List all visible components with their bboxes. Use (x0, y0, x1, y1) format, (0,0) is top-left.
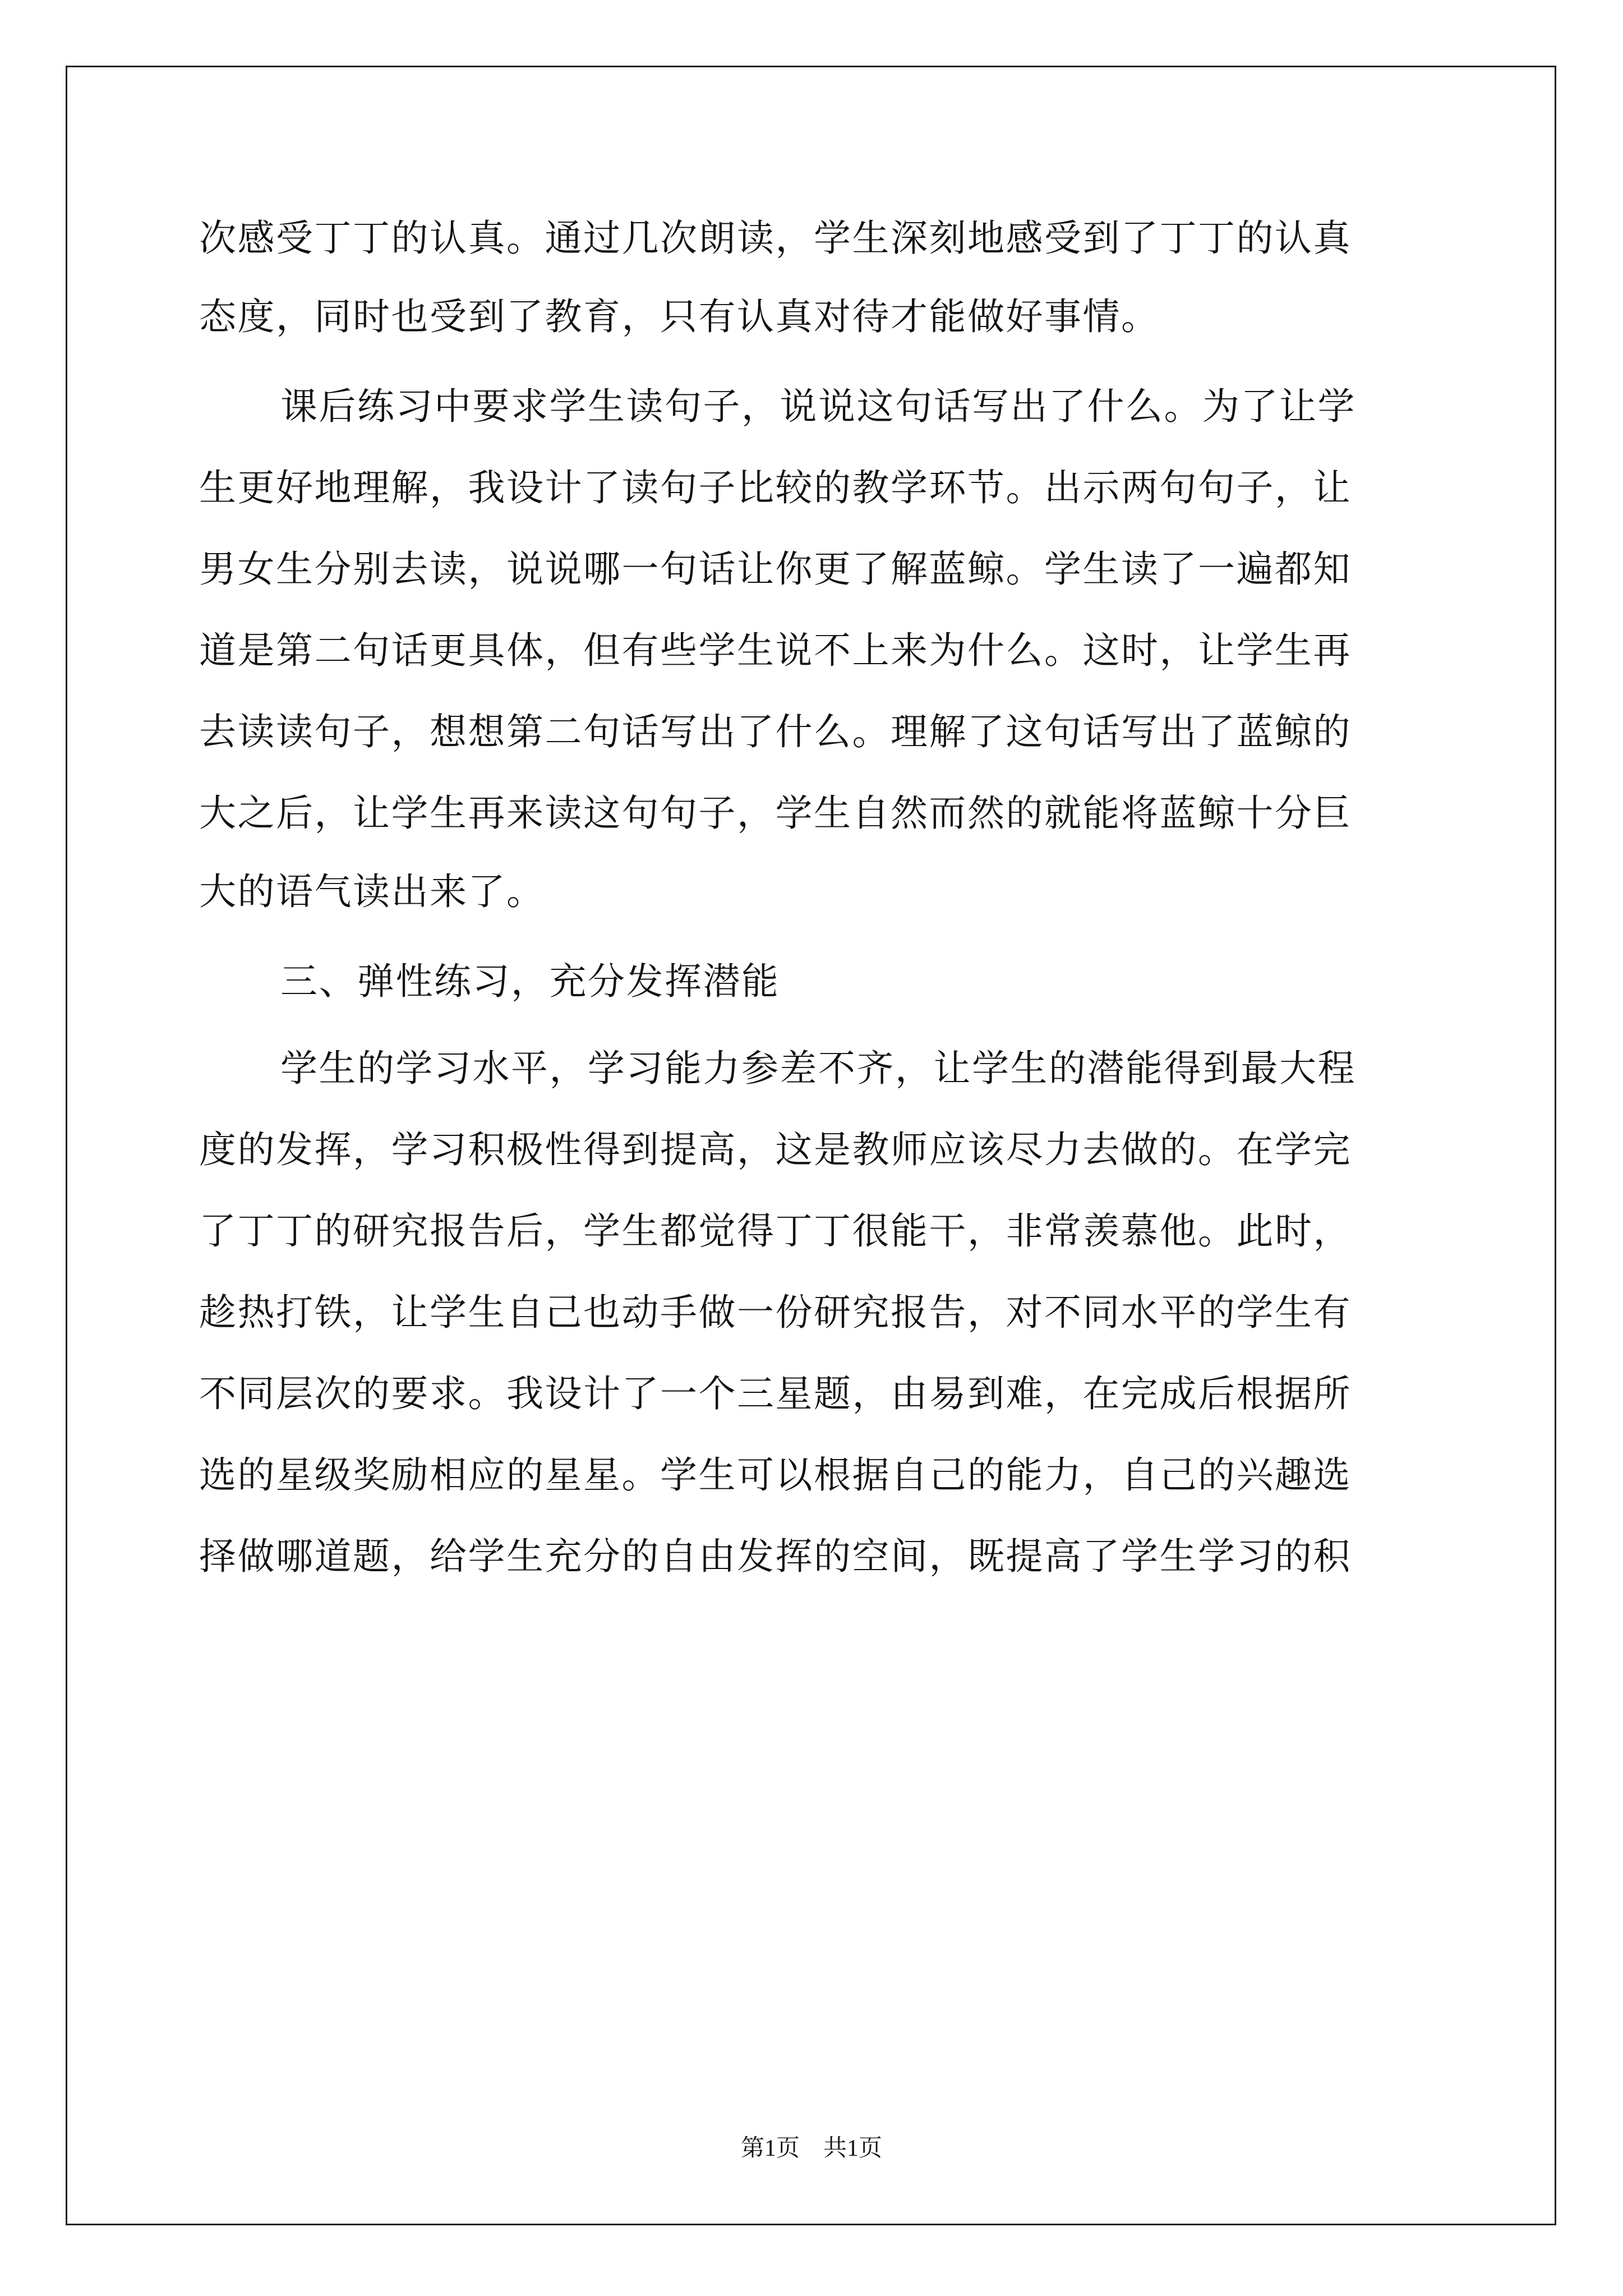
text-line: 大之后，让学生再来读这句句子，学生自然而然的就能将蓝鲸十分巨 (199, 792, 1352, 835)
text-line: 择做哪道题，给学生充分的自由发挥的空间，既提高了学生学习的积 (199, 1535, 1352, 1578)
text-line: 了丁丁的研究报告后，学生都觉得丁丁很能干，非常羡慕他。此时， (199, 1209, 1352, 1253)
section-heading: 三、弹性练习，充分发挥潜能 (280, 960, 780, 1003)
text-line: 生更好地理解，我设计了读句子比较的教学环节。出示两句句子，让 (199, 466, 1352, 509)
paragraph-start-line: 学生的学习水平，学习能力参差不齐，让学生的潜能得到最大程 (280, 1047, 1356, 1090)
text-line: 去读读句子，想想第二句话写出了什么。理解了这句话写出了蓝鲸的 (199, 710, 1352, 753)
text-line: 道是第二句话更具体，但有些学生说不上来为什么。这时，让学生再 (199, 629, 1352, 672)
text-line: 度的发挥，学习积极性得到提高，这是教师应该尽力去做的。在学完 (199, 1128, 1352, 1171)
text-line: 大的语气读出来了。 (199, 870, 545, 913)
text-line: 不同层次的要求。我设计了一个三星题，由易到难，在完成后根据所 (199, 1372, 1352, 1415)
paragraph-start-line: 课后练习中要求学生读句子，说说这句话写出了什么。为了让学 (280, 385, 1356, 428)
text-line: 趁热打铁，让学生自己也动手做一份研究报告，对不同水平的学生有 (199, 1291, 1352, 1334)
text-line: 男女生分别去读，说说哪一句话让你更了解蓝鲸。学生读了一遍都知 (199, 547, 1352, 591)
page-footer: 第1页 共1页 (740, 2136, 882, 2161)
text-line: 次感受丁丁的认真。通过几次朗读，学生深刻地感受到了丁丁的认真 (199, 217, 1352, 260)
text-line: 态度，同时也受到了教育，只有认真对待才能做好事情。 (199, 295, 1160, 338)
text-line: 选的星级奖励相应的星星。学生可以根据自己的能力，自己的兴趣选 (199, 1453, 1352, 1497)
